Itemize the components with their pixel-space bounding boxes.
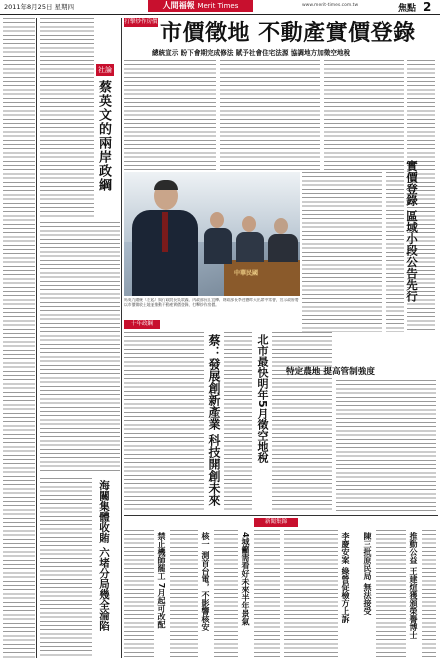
logo-en: Merit Times [197,2,239,10]
news-text-1 [124,530,154,658]
column-rule-2 [121,18,122,658]
news-text-5 [284,530,338,658]
column-rule [36,18,37,658]
news-divider [124,515,438,516]
official-1-body [204,228,232,264]
placard: 中華民國 [234,270,259,277]
news-tag: 新聞集錦 [254,518,298,527]
middle-text-2 [224,332,252,512]
section-name: 焦點 [398,4,417,14]
customs-text [40,478,92,658]
lead-kicker: 打擊炒作房價 [124,19,158,25]
editorial-title: 蔡英文的兩岸政綱 [96,80,111,192]
middle-tag: 十年政綱 [124,320,160,329]
masthead-logo [148,0,253,12]
lead-text-1 [124,60,216,170]
news-text-7 [422,530,436,658]
logo-cn: 人間福報 [162,1,195,10]
issue-date: 2011年8月25日 星期四 [4,3,75,11]
right-story-2-title: 特定農地 提高管制強度 [286,367,375,377]
right-story-1-title: 實價登錄 區域小段公告先行 [405,160,419,303]
speaker-tie [162,212,168,252]
editorial-tag: 社論 [98,66,112,74]
speaker-hair [154,180,178,190]
news-text-3 [214,530,238,658]
photo-caption: 馬英九總統（左起）與行政院長吳敦義、內政部長江宜樺、財政部長李述德昨天出席中常會，宣示政府將以市價徵收土地並推動不動產實價登錄，打擊炒作房價。 [124,298,299,307]
site-url: www.merit-times.com.tw [302,3,359,8]
middle-text-1 [124,332,204,512]
official-2 [242,216,256,232]
lead-photo [124,172,300,296]
lead-text-2 [220,60,320,170]
news-text-6 [376,530,406,658]
middle-title: 蔡：發展創新產業 科技開創未來 [207,334,221,507]
news-text-4 [254,530,280,658]
lead-text-4 [302,172,382,332]
official-3-body [268,234,298,262]
news-item-1: 推動公益 王建煊獲頒榮譽博士 [409,532,418,639]
editorial-text [40,18,94,218]
right-story-2-text [386,172,404,332]
official-3 [274,218,288,234]
right-story-3-text [336,380,436,512]
news-item-4: 4城籲需看好未來半年景氣 [241,532,250,626]
news-item-2: 陳三批原民局 無法接受 [363,532,372,615]
page-number: 2 [423,0,432,14]
tax-text [272,332,332,512]
news-item-3: 李慶安案 綠營促檢方上訴 [341,532,350,623]
official-1 [210,212,224,228]
news-item-6: 禁止機師罷工 7月起可改配 [157,532,166,629]
tax-title: 北市最快明年5月徵空地稅 [256,334,269,463]
news-item-5: 核一 測首台電，不影響核安 [201,532,210,631]
left-column-text [3,18,35,658]
customs-title: 海關集體收賄 六堵分局幾全淪陷 [98,480,110,631]
official-2-body [236,232,264,262]
lead-subhead: 總統宣示 盼下會期完成修法 賦予社會住宅法源 協調地方加徵空地稅 [152,49,351,57]
podium [224,260,300,296]
lead-headline: 市價徵地 不動產實價登錄 [160,21,416,46]
lead-text-3 [324,60,404,170]
news-text-2 [170,530,198,658]
editorial-text-2 [40,222,120,472]
